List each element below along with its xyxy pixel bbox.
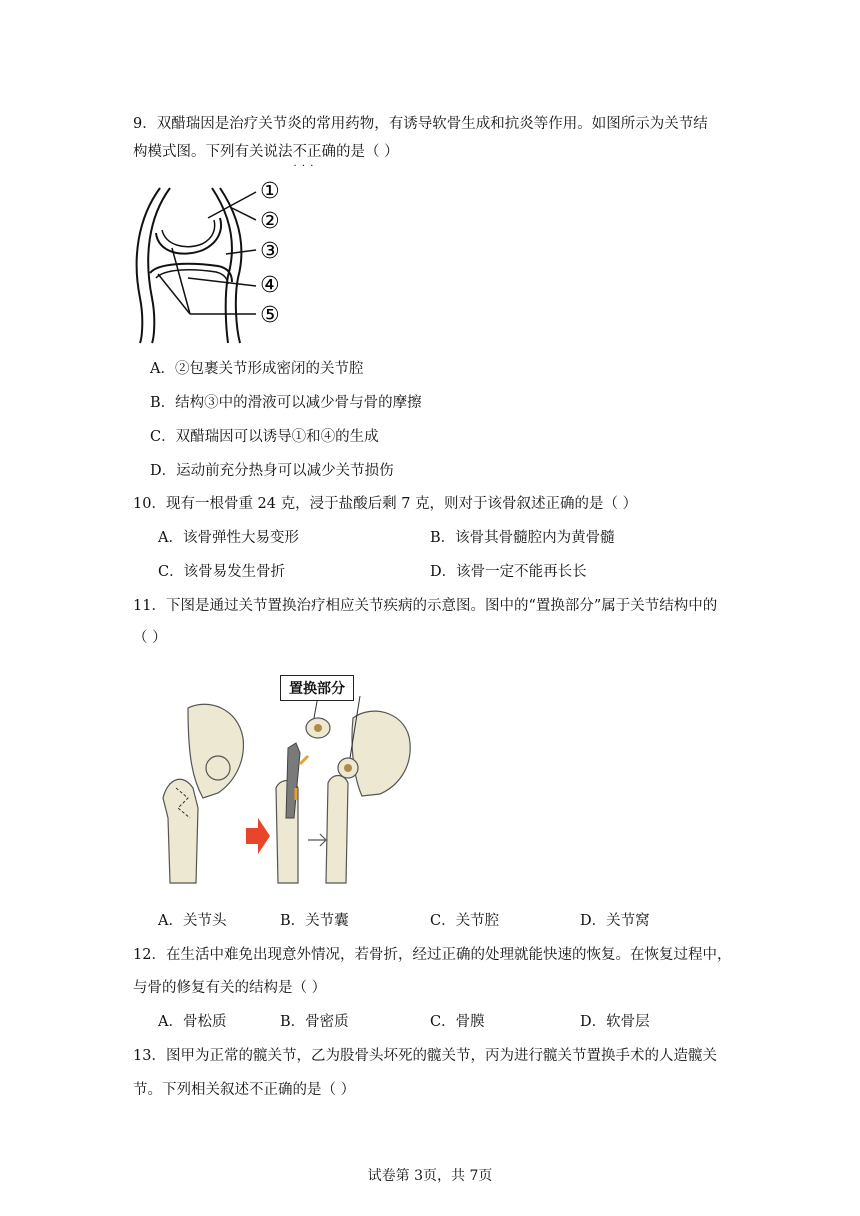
leader-line-1 xyxy=(208,192,256,218)
q10-option-a[interactable]: A．该骨弹性大易变形 xyxy=(158,530,299,546)
q9-option-a[interactable]: A．②包裹关节形成密闭的关节腔 xyxy=(150,361,364,377)
femur-right xyxy=(326,776,348,884)
q12-option-c[interactable]: C．骨膜 xyxy=(430,1014,485,1030)
q13-stem-line1: 13．图甲为正常的髋关节，乙为股骨头坏死的髋关节，丙为进行髋关节置换手术的人造髋关 xyxy=(133,1048,717,1064)
q11-stem-line1: 11．下图是通过关节置换治疗相应关节疾病的示意图。图中的“置换部分”属于关节结构中的 xyxy=(133,598,718,614)
fig-label-3: ③ xyxy=(260,239,280,264)
q12-option-a[interactable]: A．骨松质 xyxy=(158,1014,227,1030)
q9-option-c[interactable]: C．双醋瑞因可以诱导①和④的生成 xyxy=(150,429,379,445)
q11-stem-line2: （ ） xyxy=(133,630,167,646)
leader-line-4 xyxy=(188,278,256,286)
implant-head-center xyxy=(344,764,352,772)
q9-option-b[interactable]: B．结构③中的滑液可以减少骨与骨的摩擦 xyxy=(150,395,422,411)
page-footer: 试卷第 3页，共 7页 xyxy=(367,1168,493,1184)
q12-stem-line2: 与骨的修复有关的结构是（ ） xyxy=(133,980,327,996)
q13-stem-line2: 节。下列相关叙述不正确的是（ ） xyxy=(133,1082,356,1098)
q9-stem-line1: 9．双醋瑞因是治疗关节炎的常用药物，有诱导软骨生成和抗炎等作用。如图所示为关节结 xyxy=(133,116,708,132)
fig-label-4: ④ xyxy=(260,273,280,298)
q9-stem-line2 xyxy=(133,142,399,162)
red-arrow-icon xyxy=(246,818,270,854)
joint-replacement-diagram xyxy=(148,668,448,890)
q11-option-c[interactable]: C．关节腔 xyxy=(430,913,500,929)
femoral-head-left xyxy=(206,756,230,780)
q10-option-b[interactable]: B．该骨其骨髓腔内为黄骨髓 xyxy=(430,530,615,546)
q10-stem: 10．现有一根骨重 24 克，浸于盐酸后剩 7 克，则对于该骨叙述正确的是（ ） xyxy=(133,496,638,512)
fig-label-1: ① xyxy=(260,179,280,204)
orange-arrow-1 xyxy=(300,756,308,764)
q10-option-d[interactable]: D．该骨一定不能再长长 xyxy=(430,564,587,580)
q10-option-c[interactable]: C．该骨易发生骨折 xyxy=(158,564,286,580)
q12-option-b[interactable]: B．骨密质 xyxy=(280,1014,349,1030)
leader-line-5a xyxy=(172,248,190,314)
femur-left xyxy=(163,779,198,883)
q9-stem-emphasis: 不正确 · · · xyxy=(293,144,337,160)
small-arrow-icon xyxy=(308,834,326,846)
q12-stem-line1: 12．在生活中难免出现意外情况，若骨折，经过正确的处理就能快速的恢复。在恢复过程中， xyxy=(133,947,732,963)
q11-option-d[interactable]: D．关节窝 xyxy=(580,913,650,929)
q12-option-d[interactable]: D．软骨层 xyxy=(580,1014,650,1030)
fig-label-2: ② xyxy=(260,209,280,234)
pelvis-right xyxy=(352,711,410,796)
implant-cup-center xyxy=(314,724,322,732)
q11-option-a[interactable]: A．关节头 xyxy=(158,913,227,929)
pelvis-left xyxy=(188,704,243,798)
q9-stem-part-a: 构模式图。下列有关说法 xyxy=(133,144,293,160)
joint-structure-diagram xyxy=(128,178,288,348)
fig-label-5: ⑤ xyxy=(260,303,280,328)
q11-option-b[interactable]: B．关节囊 xyxy=(280,913,349,929)
replacement-part-label: 置换部分 xyxy=(280,675,354,701)
q9-stem-part-b: 的是（ ） xyxy=(336,144,399,160)
q9-option-d[interactable]: D．运动前充分热身可以减少关节损伤 xyxy=(150,463,394,479)
